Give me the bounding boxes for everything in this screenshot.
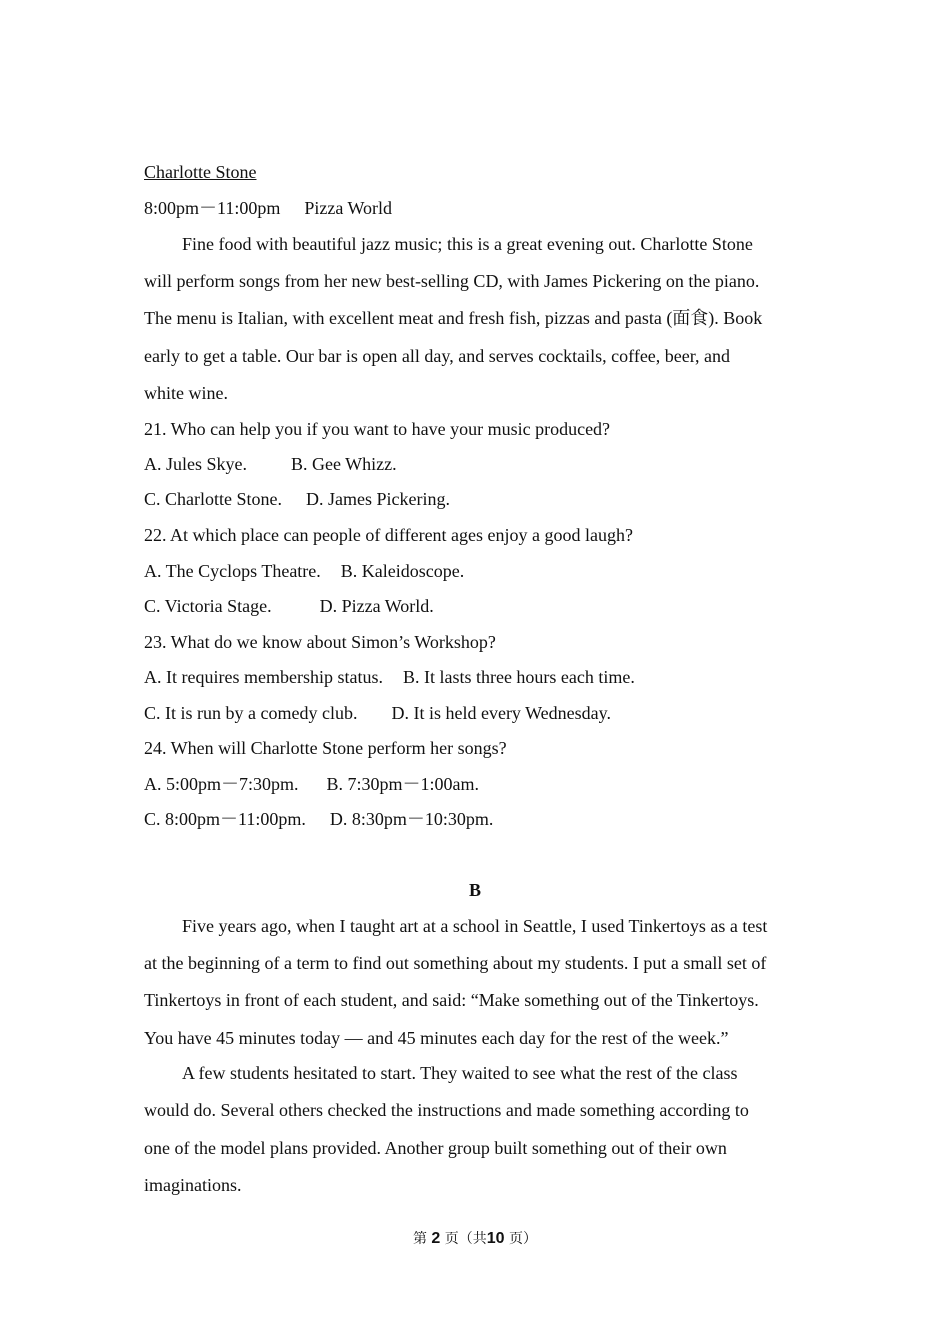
question-23: 23. What do we know about Simon’s Workshop? <box>144 632 496 652</box>
page-footer <box>0 1229 950 1249</box>
question-21-options-row2 <box>144 488 450 510</box>
question-23-options-row2 <box>144 702 611 724</box>
question-24: 24. When will Charlotte Stone perform her songs? <box>144 738 507 758</box>
footer-prefix: 第 <box>412 1231 427 1247</box>
question-21: 21. Who can help you if you want to have your music produced? <box>144 419 611 439</box>
paragraph-line: imaginations. <box>144 1175 242 1195</box>
paragraph-line: would do. Several others checked the instructions and made something according to <box>144 1100 749 1120</box>
option: D. It is held every Wednesday. <box>391 703 611 723</box>
event-venue: Pizza World <box>304 198 393 218</box>
paragraph-line: at the beginning of a term to find out something about my students. I put a small set of <box>144 953 767 973</box>
section-heading: B <box>468 880 481 900</box>
event-description-line: white wine. <box>144 383 228 403</box>
question-22-options-row1 <box>144 560 464 582</box>
event-time-venue <box>144 197 392 219</box>
paragraph-line: You have 45 minutes today — and 45 minutes each day for the rest of the week.” <box>144 1028 729 1048</box>
event-name: Charlotte Stone <box>144 162 257 182</box>
option: D. James Pickering. <box>306 489 450 509</box>
question-21-options-row1 <box>144 453 397 475</box>
option: A. The Cyclops Theatre. <box>144 561 321 581</box>
question-22: 22. At which place can people of different ages enjoy a good laugh? <box>144 525 633 545</box>
option: A. Jules Skye. <box>144 454 247 474</box>
question-22-options-row2 <box>144 595 434 617</box>
event-time: 8:00pm－11:00pm <box>144 198 281 218</box>
question-24-options-row1 <box>144 773 479 795</box>
paragraph-line: Tinkertoys in front of each student, and said: “Make something out of the Tinkertoys. <box>144 990 759 1010</box>
question-23-options-row1 <box>144 666 635 688</box>
option: B. Gee Whizz. <box>291 454 397 474</box>
option: B. It lasts three hours each time. <box>402 667 635 687</box>
paragraph-line: A few students hesitated to start. They waited to see what the rest of the class <box>182 1063 738 1083</box>
footer-suffix: 页） <box>509 1231 538 1247</box>
option: C. Charlotte Stone. <box>144 489 282 509</box>
option: D. Pizza World. <box>319 596 434 616</box>
option: A. It requires membership status. <box>144 667 383 687</box>
paragraph-line: one of the model plans provided. Another group built something out of their own <box>144 1138 727 1158</box>
event-description-line: early to get a table. Our bar is open all day, and serves cocktails, coffee, beer, and <box>144 346 731 366</box>
paragraph-line: Five years ago, when I taught art at a school in Seattle, I used Tinkertoys as a test <box>182 916 768 936</box>
option: C. 8:00pm－11:00pm. <box>144 809 306 829</box>
question-24-options-row2 <box>144 808 493 830</box>
option: B. 7:30pm－1:00am. <box>326 774 480 794</box>
option: B. Kaleidoscope. <box>340 561 465 581</box>
event-description-line: will perform songs from her new best-selling CD, with James Pickering on the piano. <box>144 271 760 291</box>
page-total: 10 <box>486 1230 505 1247</box>
event-description-line: The menu is Italian, with excellent meat and fresh fish, pizzas and pasta (面食). Book <box>144 308 763 328</box>
footer-middle: 页（共 <box>444 1231 487 1247</box>
option: A. 5:00pm－7:30pm. <box>144 774 299 794</box>
option: D. 8:30pm－10:30pm. <box>329 809 494 829</box>
option: C. It is run by a comedy club. <box>144 703 358 723</box>
option: C. Victoria Stage. <box>144 596 272 616</box>
page-number: 2 <box>431 1230 441 1247</box>
event-description-line: Fine food with beautiful jazz music; this is a great evening out. Charlotte Stone <box>182 234 753 254</box>
